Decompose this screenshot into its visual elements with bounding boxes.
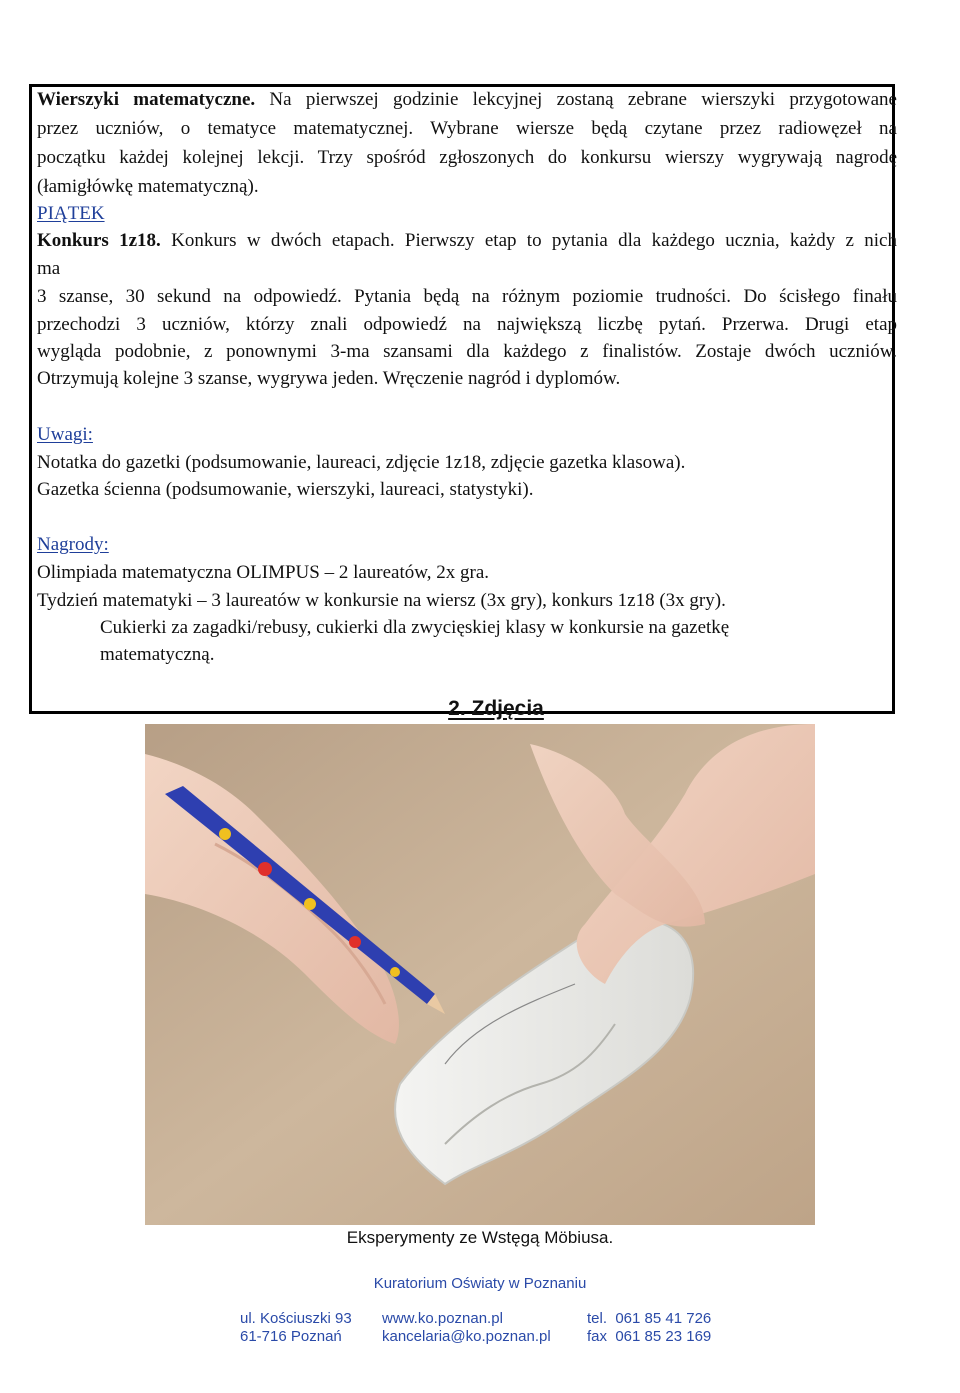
footer-phone: tel. 061 85 41 726 <box>587 1310 712 1327</box>
prizes-line-2: Tydzień matematyki – 3 laureatów w konkursie na wiersz (3x gry), konkurs 1z18 (3x gry). <box>37 590 726 611</box>
poems-paragraph-line-2: przez uczniów, o tematyce matematycznej. Wybrane wiersze będą czytane przez radiowęzeł na <box>37 118 897 139</box>
contest-paragraph-line-6: Otrzymują kolejne 3 szanse, wygrywa jeden. Wręczenie nagród i dyplomów. <box>37 368 621 389</box>
footer-website-link[interactable]: www.ko.poznan.pl <box>382 1310 503 1327</box>
section-heading <box>0 697 960 721</box>
contest-text: Konkurs w dwóch etapach. Pierwszy etap to pytania dla każdego ucznia, każdy z nich <box>160 230 897 251</box>
poems-paragraph-line-1 <box>37 86 897 113</box>
contest-paragraph-line-3: 3 szanse, 30 sekund na odpowiedź. Pytania będą na różnym poziomie trudności. Do ścisłego finału <box>37 286 897 307</box>
poems-paragraph-line-3: początku każdej kolejnej lekcji. Trzy spośród zgłoszonych do konkursu wierszy wygrywają nagrodę <box>37 147 897 168</box>
photo-caption: Eksperymenty ze Wstęgą Möbiusa. <box>346 1228 614 1247</box>
notes-title: Uwagi: <box>37 424 93 445</box>
footer-email-link[interactable]: kancelaria@ko.poznan.pl <box>382 1328 551 1345</box>
contest-paragraph-line-4: przechodzi 3 uczniów, którzy znali odpowiedź na największą liczbę pytań. Przerwa. Drugi etap <box>37 314 897 335</box>
prizes-title: Nagrody: <box>37 534 109 555</box>
photo-illustration <box>145 724 815 1225</box>
prizes-line-3: Cukierki za zagadki/rebusy, cukierki dla zwycięskiej klasy w konkursie na gazetkę <box>100 617 730 638</box>
footer-organization: Kuratorium Oświaty w Poznaniu <box>373 1275 587 1292</box>
contest-heading: Konkurs 1z18. <box>37 230 161 251</box>
prizes-line-4: matematyczną. <box>100 644 215 665</box>
contest-paragraph-line-5: wygląda podobnie, z ponownymi 3-ma szansami dla każdego z finalistów. Zostaje dwóch uczniów. <box>37 341 897 362</box>
section-heading-text: 2. Zdjęcia <box>448 697 544 720</box>
notes-line-1: Notatka do gazetki (podsumowanie, laureaci, zdjęcie 1z18, zdjęcie gazetka klasowa). <box>37 452 686 473</box>
footer-fax: fax 061 85 23 169 <box>587 1328 712 1345</box>
footer-address-1: ul. Kościuszki 93 <box>240 1310 352 1327</box>
contest-paragraph-line-1 <box>37 227 897 254</box>
poems-paragraph-line-4: (łamigłówkę matematyczną). <box>37 176 259 197</box>
contest-paragraph-line-2: ma <box>37 258 61 279</box>
poems-text: Na pierwszej godzinie lekcyjnej zostaną zebrane wierszyki przygotowane <box>255 89 897 110</box>
prizes-line-1: Olimpiada matematyczna OLIMPUS – 2 laureatów, 2x gra. <box>37 562 490 583</box>
notes-line-2: Gazetka ścienna (podsumowanie, wierszyki, laureaci, statystyki). <box>37 479 534 500</box>
poems-heading: Wierszyki matematyczne. <box>37 89 256 110</box>
mobius-strip-photo <box>145 724 815 1225</box>
footer-address-2: 61-716 Poznań <box>240 1328 342 1345</box>
friday-label: PIĄTEK <box>37 203 105 224</box>
